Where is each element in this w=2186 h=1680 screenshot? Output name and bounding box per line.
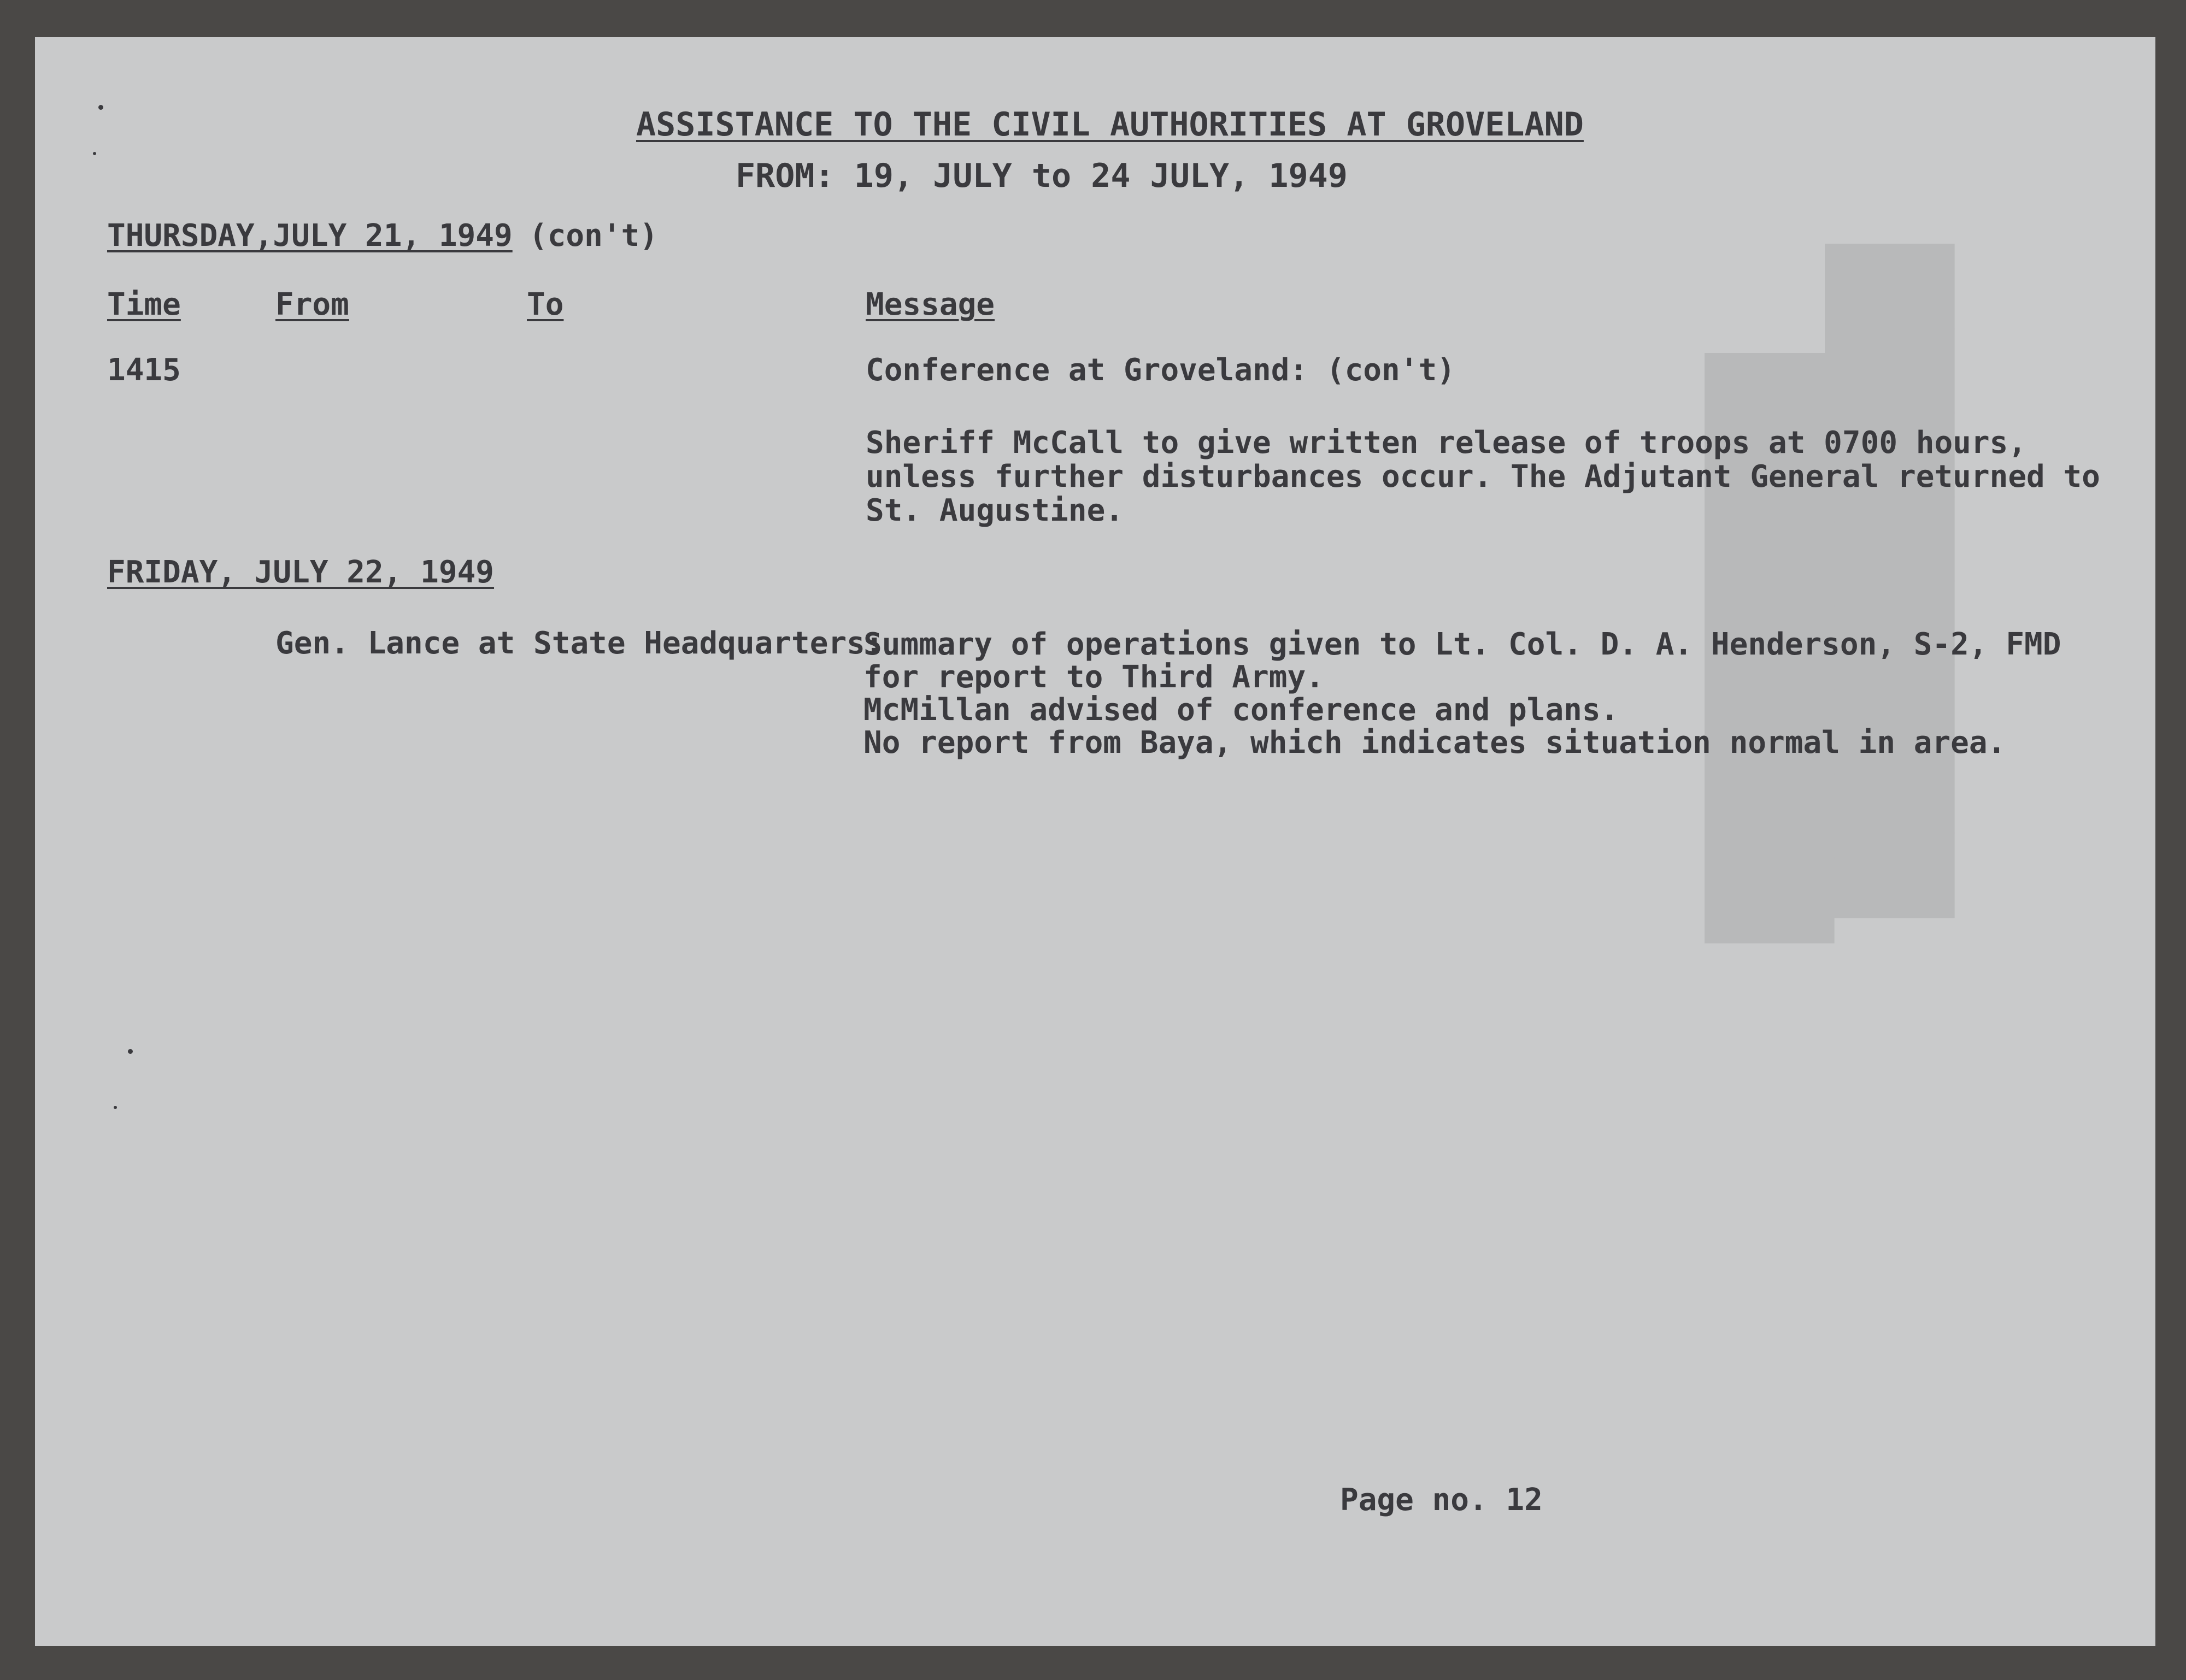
entry-time: 1415 [107, 352, 181, 388]
column-header-from: From [275, 287, 349, 322]
entry-message-block [863, 628, 2099, 759]
entry-message: No report from Baya, which indicates situation normal in area. [863, 725, 2006, 761]
document-page [35, 37, 2155, 1646]
day-heading-thursday: THURSDAY,JULY 21, 1949 [107, 218, 513, 254]
entry-message: Summary of operations given to Lt. Col. D. A. Henderson, S-2, FMD for report to Third Army. [863, 627, 2061, 695]
bleed-through-stamp: ████████ ███████ [1706, 245, 1953, 942]
paper-speck [93, 152, 96, 155]
column-header-to: To [527, 287, 564, 322]
entry-message: Conference at Groveland: (con't) [866, 352, 1455, 388]
column-header-time: Time [107, 287, 181, 322]
entry-from: Gen. Lance at State Headquarters: [275, 626, 884, 661]
entry-message: Sheriff McCall to give written release of troops at 0700 hours, unless further disturbances occur. The Adjutant General returned to St. Augustine. [866, 425, 2100, 528]
day-heading-continued-note: (con't) [529, 218, 659, 254]
page-number: Page no. 12 [1340, 1482, 1543, 1518]
day-heading-friday: FRIDAY, JULY 22, 1949 [107, 555, 495, 590]
paper-speck [98, 105, 103, 110]
paper-speck [128, 1049, 133, 1054]
document-title: ASSISTANCE TO THE CIVIL AUTHORITIES AT GROVELAND [636, 105, 1584, 144]
paper-speck [114, 1106, 117, 1109]
document-date-range: FROM: 19, JULY to 24 JULY, 1949 [736, 157, 1348, 195]
column-header-message: Message [866, 287, 995, 322]
entry-message: McMillan advised of conference and plans. [863, 692, 1619, 728]
